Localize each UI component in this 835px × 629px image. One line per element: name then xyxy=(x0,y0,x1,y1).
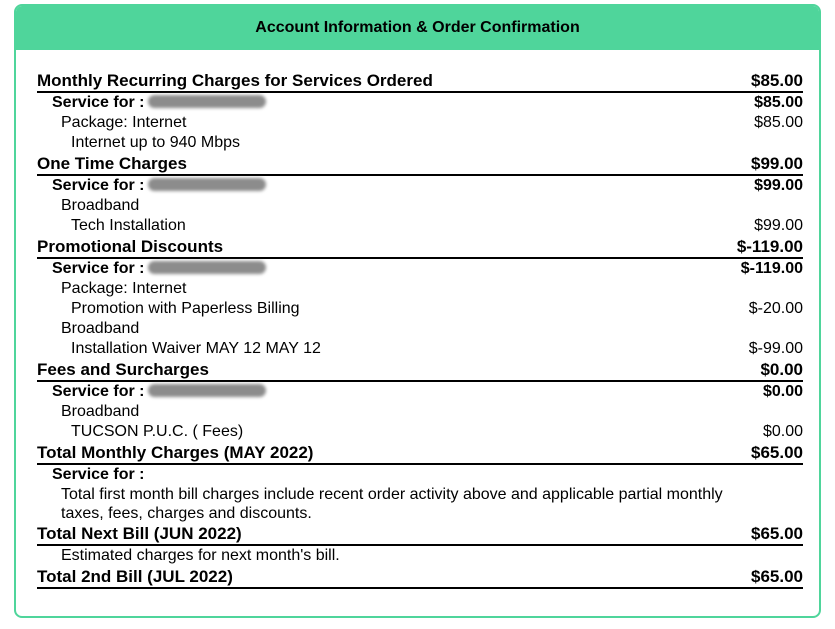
item-row xyxy=(37,422,803,442)
note-text: Estimated charges for next month's bill. xyxy=(61,547,340,564)
service-label: Service for : xyxy=(52,466,145,483)
item-amount: $-20.00 xyxy=(748,300,803,317)
item-label: Installation Waiver MAY 12 MAY 12 xyxy=(71,340,321,357)
section-total: $65.00 xyxy=(751,524,803,543)
section-total: $99.00 xyxy=(751,154,803,173)
section-total: $85.00 xyxy=(751,71,803,90)
section-total: $65.00 xyxy=(751,567,803,586)
service-label: Service for : xyxy=(52,383,145,400)
package-row xyxy=(37,279,803,299)
section-title: Total Monthly Charges (MAY 2022) xyxy=(37,443,314,462)
item-label: TUCSON P.U.C. ( Fees) xyxy=(71,423,244,440)
panel-header xyxy=(16,6,819,50)
service-row xyxy=(37,176,803,196)
section-total: $65.00 xyxy=(751,443,803,462)
package-row xyxy=(37,113,803,133)
group-row xyxy=(37,319,803,339)
section-title: One Time Charges xyxy=(37,154,187,173)
charges-table xyxy=(37,70,803,589)
section-second-bill xyxy=(37,566,803,589)
service-row xyxy=(37,93,803,113)
section-total: $0.00 xyxy=(760,360,803,379)
section-title: Total Next Bill (JUN 2022) xyxy=(37,524,242,543)
item-amount: $0.00 xyxy=(762,423,803,440)
redacted-address xyxy=(148,261,266,274)
section-title: Monthly Recurring Charges for Services Ordered xyxy=(37,71,433,90)
order-confirmation-panel xyxy=(14,4,821,618)
redacted-address xyxy=(148,384,266,397)
section-total: $-119.00 xyxy=(736,237,803,256)
group-row xyxy=(37,402,803,422)
service-row xyxy=(37,382,803,402)
section-one-time xyxy=(37,153,803,176)
section-promotional xyxy=(37,236,803,259)
section-monthly-recurring xyxy=(37,70,803,93)
service-amount: $85.00 xyxy=(754,94,803,111)
redacted-address xyxy=(148,178,266,191)
detail-row xyxy=(37,133,803,153)
group-label: Broadband xyxy=(61,197,140,214)
detail-label: Internet up to 940 Mbps xyxy=(71,134,240,151)
section-title: Promotional Discounts xyxy=(37,237,224,256)
note-text: Total first month bill charges include recent order activity above and applicable partial monthly taxes, fees, charges and discounts. xyxy=(61,486,723,522)
section-next-bill xyxy=(37,523,803,546)
service-label: Service for : xyxy=(52,94,145,111)
section-total-monthly xyxy=(37,442,803,465)
package-label: Package: Internet xyxy=(61,114,187,131)
item-label: Tech Installation xyxy=(71,217,186,234)
item-row xyxy=(37,216,803,236)
service-amount: $-119.00 xyxy=(740,260,803,277)
note-row xyxy=(37,546,803,566)
section-title: Total 2nd Bill (JUL 2022) xyxy=(37,567,233,586)
item-amount: $99.00 xyxy=(754,217,803,234)
group-label: Broadband xyxy=(61,403,140,420)
service-label: Service for : xyxy=(52,260,145,277)
service-amount: $99.00 xyxy=(754,177,803,194)
panel-title: Account Information & Order Confirmation xyxy=(255,19,580,36)
service-row xyxy=(37,259,803,279)
item-amount: $-99.00 xyxy=(748,340,803,357)
redacted-address xyxy=(148,95,266,108)
group-row xyxy=(37,196,803,216)
group-label: Broadband xyxy=(61,320,140,337)
service-label: Service for : xyxy=(52,177,145,194)
item-label: Promotion with Paperless Billing xyxy=(71,300,300,317)
service-row xyxy=(37,465,803,485)
service-amount: $0.00 xyxy=(762,383,803,400)
section-fees xyxy=(37,359,803,382)
package-amount: $85.00 xyxy=(754,114,803,131)
item-row xyxy=(37,339,803,359)
note-row xyxy=(37,485,803,523)
package-label: Package: Internet xyxy=(61,280,187,297)
section-title: Fees and Surcharges xyxy=(37,360,209,379)
item-row xyxy=(37,299,803,319)
